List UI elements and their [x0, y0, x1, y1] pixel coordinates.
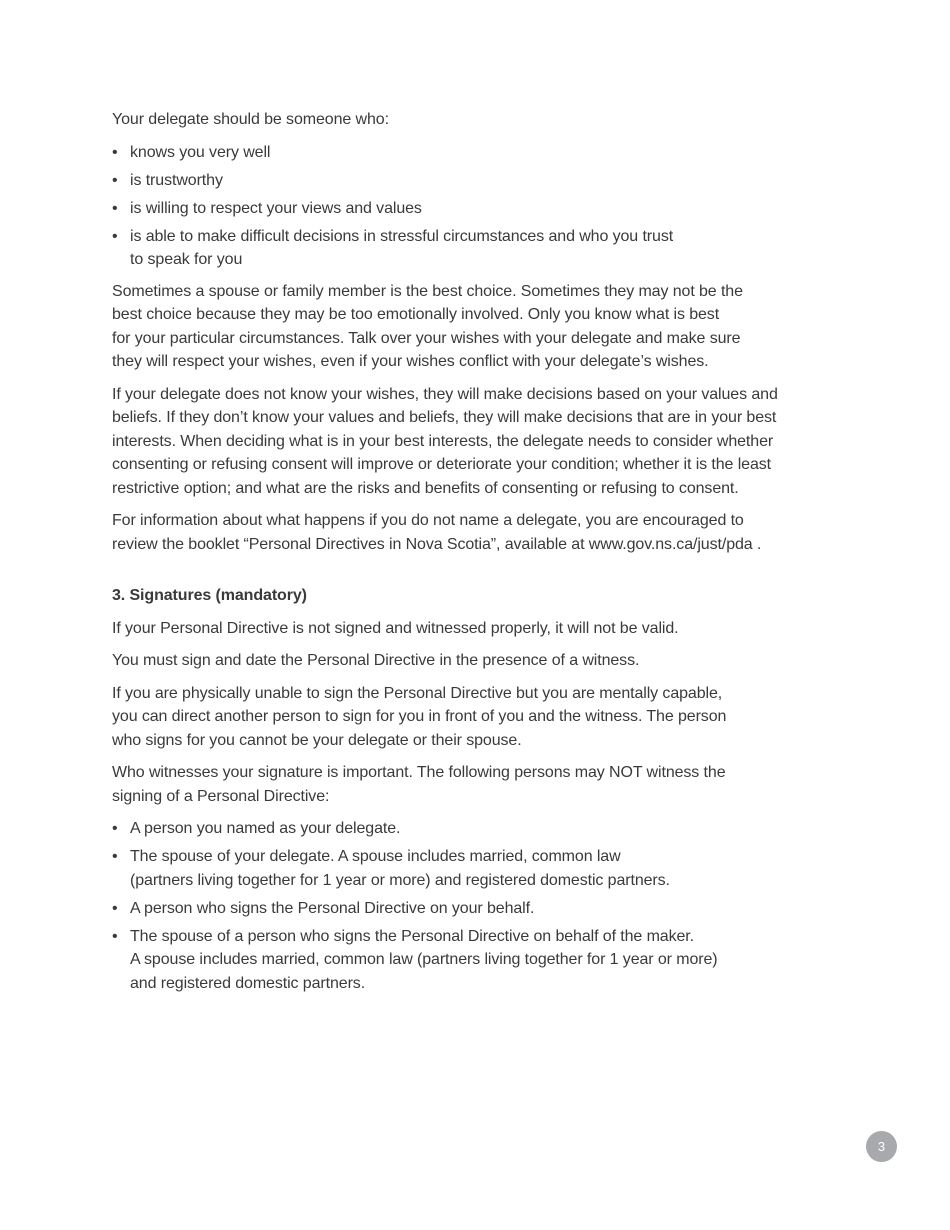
list-item: [112, 845, 812, 892]
list-item: [112, 169, 812, 193]
list-item-text: The spouse of a person who signs the Personal Directive on behalf of the maker. A spouse includes married, common law (partners living together for 1 year or more) and registered domestic partners.: [130, 927, 718, 992]
bullet-icon: •: [112, 143, 118, 161]
sign-paragraph: You must sign and date the Personal Directive in the presence of a witness.: [112, 652, 640, 669]
spouse-paragraph: Sometimes a spouse or family member is the best choice. Sometimes they may not be the best choice because they may be too emotionally involved. Only you know what is best for your particular circumstances. Talk over your wishes with your delegate and make sure they will respect your wishes, even if your wishes conflict with your delegate’s wishes.: [112, 282, 743, 370]
list-item: [112, 197, 812, 221]
info-paragraph: For information about what happens if you do not name a delegate, you are encouraged to review the booklet “Personal Directives in Nova Scotia”, available at www.gov.ns.ca/just/pda .: [112, 512, 762, 553]
bullet-icon: •: [112, 927, 118, 945]
document-page: [112, 108, 812, 1003]
witness-exclusions-list: [112, 817, 812, 995]
bullet-icon: •: [112, 848, 118, 865]
list-item: [112, 817, 812, 841]
bullet-icon: •: [112, 820, 118, 837]
bullet-icon: •: [112, 899, 118, 917]
list-item-text: A person you named as your delegate.: [130, 820, 401, 837]
page-number-badge: 3: [866, 1131, 897, 1162]
list-item-text: The spouse of your delegate. A spouse includes married, common law (partners living together for 1 year or more) and registered domestic partners.: [130, 848, 670, 889]
list-item: [112, 925, 812, 996]
valid-paragraph: If your Personal Directive is not signed and witnessed properly, it will not be valid.: [112, 619, 679, 637]
list-item-text: knows you very well: [130, 143, 271, 161]
list-item-text: is able to make difficult decisions in stressful circumstances and who you trust to speak for you: [130, 227, 674, 268]
list-item-text: is trustworthy: [130, 171, 223, 189]
list-item: [112, 225, 812, 272]
bullet-icon: •: [112, 227, 118, 245]
bullet-icon: •: [112, 171, 118, 189]
section-heading: 3. Signatures (mandatory): [112, 587, 307, 604]
list-item-text: A person who signs the Personal Directive on your behalf.: [130, 899, 535, 917]
witness-paragraph: Who witnesses your signature is important. The following persons may NOT witness the signing of a Personal Directive:: [112, 764, 726, 805]
list-item: [112, 141, 812, 165]
delegate-qualities-list: [112, 141, 812, 272]
wishes-paragraph: If your delegate does not know your wishes, they will make decisions based on your values and beliefs. If they don’t know your values and beliefs, they will make decisions that are in your best interests. When deciding what is in your best interests, the delegate needs to consider whether consenting or refusing consent will improve or deteriorate your condition; whether it is the least restrictive option; and what are the risks and benefits of consenting or refusing to consent.: [112, 385, 778, 497]
list-item: [112, 897, 812, 921]
unable-paragraph: If you are physically unable to sign the Personal Directive but you are mentally capable, you can direct another person to sign for you in front of you and the witness. The person who signs for you cannot be your delegate or their spouse.: [112, 684, 727, 749]
list-item-text: is willing to respect your views and values: [130, 199, 422, 217]
intro-text: Your delegate should be someone who:: [112, 111, 389, 128]
bullet-icon: •: [112, 199, 118, 217]
